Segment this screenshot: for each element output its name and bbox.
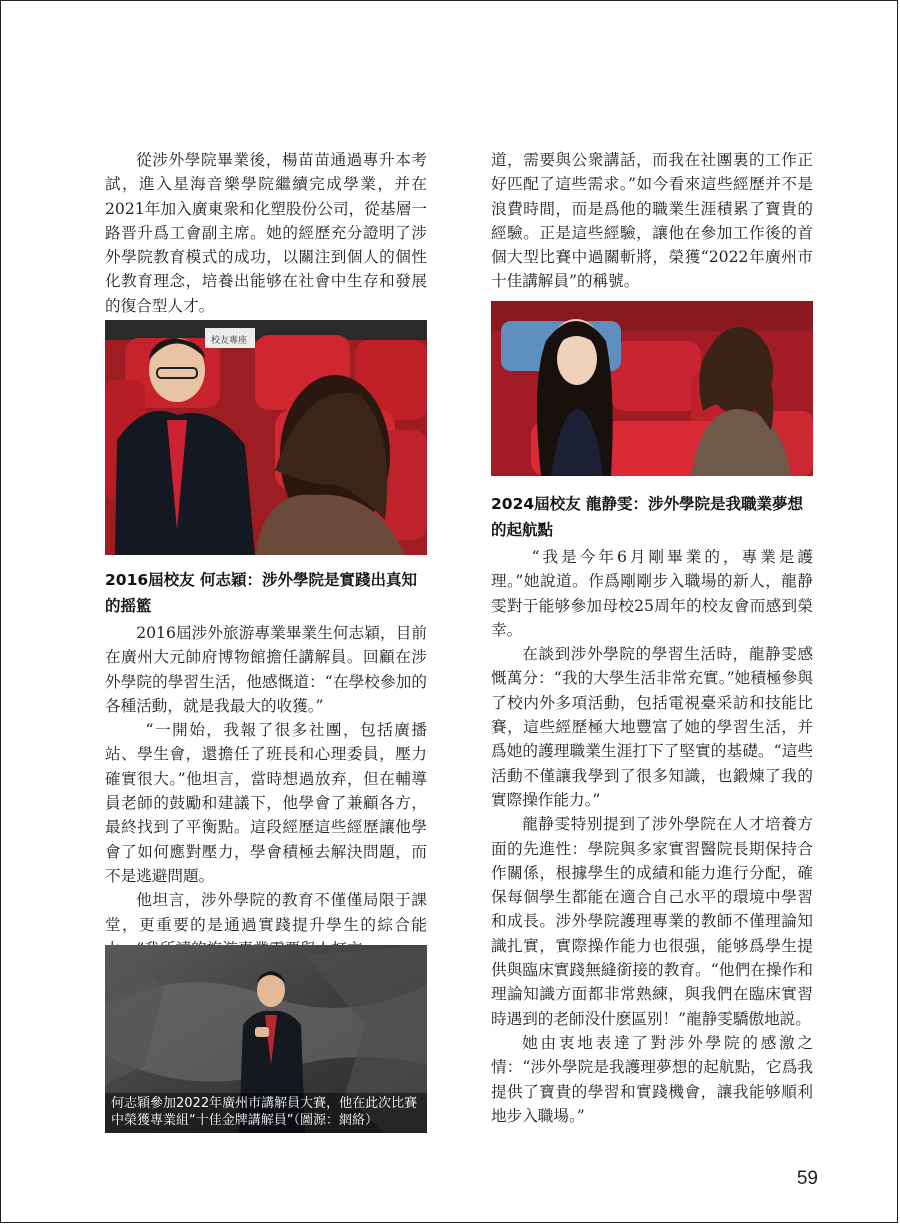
- paragraph: 她由衷地表達了對涉外學院的感激之情：“涉外學院是我護理夢想的起航點，它爲我提供了寶貴的學習和實踐機會，讓我能够順利地步入職場。”: [491, 1033, 813, 1125]
- paragraph: 從涉外學院畢業後，楊苗苗通過專升本考試，進入星海音樂學院繼續完成學業，并在2021年加入廣東衆和化塑股份公司，從基層一路晋升爲工會副主席。她的經歷充分證明了涉外學院教育模式的成功，以關注到個人的個性化教育理念，培養出能够在社會中生存和發展的復合型人才。: [105, 151, 427, 315]
- paragraph: 在談到涉外學院的學習生活時，龍静雯感慨萬分：“我的大學生活非常充實。”她積極參與了校内外多項活動，包括電視臺采訪和技能比賽，這些經歷極大地豐富了她的學習生活，并爲她的護理職業生涯打下了堅實的基礎。“這些活動不僅讓我學到了很多知識，也鍛煉了我的實際操作能力。”: [491, 645, 813, 809]
- photo-alumni-talk: [105, 320, 427, 555]
- photo-two-alumni: [491, 301, 813, 476]
- photo-image: [105, 320, 427, 555]
- paragraph: 2016屆涉外旅游專業畢業生何志穎，目前在廣州大元帥府博物館擔任講解員。回顧在涉外學院的學習生活，他感慨道：“在學校參加的各種活動，就是我最大的收獲。”: [105, 624, 427, 715]
- section-heading: 2024屆校友 龍静雯：涉外學院是我職業夢想的起航點: [491, 495, 804, 539]
- photo-caption: 何志穎參加2022年廣州市講解員大賽，他在此次比賽中榮獲專業組“十佳金牌講解員”（圖源：網絡）: [105, 1093, 427, 1133]
- paragraph: 道，需要與公衆講話，而我在社團裏的工作正好匹配了這些需求。”如今看來這些經歷并不是浪費時間，而是爲他的職業生涯積累了寶貴的經驗。正是這些經驗，讓他在參加工作後的首個大型比賽中過關斬將，榮獲“2022年廣州市十佳講解員”的稱號。: [491, 151, 813, 291]
- section-heading: 2016屆校友 何志穎：涉外學院是實踐出真知的摇籃: [105, 571, 418, 615]
- left-column-section: [105, 567, 427, 961]
- paragraph: “一開始，我報了很多社團，包括廣播站、學生會，還擔任了班長和心理委員，壓力確實很大。”他坦言，當時想過放弃，但在輔導員老師的鼓勵和建議下，他學會了兼顧各方，最終找到了平衡點。這段經歷這些經歷讓他學會了如何應對壓力，學會積極去解決問題，而不是逃避問題。: [105, 721, 427, 885]
- seat-sign: 校友專座: [211, 336, 248, 346]
- right-column: [491, 148, 813, 294]
- left-column: [105, 148, 427, 318]
- photo-speaker-award: [105, 945, 427, 1133]
- right-column-section: [491, 491, 813, 1128]
- photo-image: [491, 301, 813, 476]
- paragraph: 他坦言，涉外學院的教育不僅僅局限于課堂，更重要的是通過實踐提升學生的綜合能: [105, 891, 427, 934]
- paragraph: “我是今年6月剛畢業的，專業是護理。”她說道。作爲剛剛步入職場的新人，龍静雯對于能够參加母校25周年的校友會而感到榮幸。: [491, 548, 813, 639]
- page-number: 59: [796, 1168, 818, 1189]
- paragraph: 龍静雯特别提到了涉外學院在人才培養方面的先進性：學院與多家實習醫院長期保持合作關係，根據學生的成績和能力進行分配，確保每個學生都能在適合自己水平的環境中學習和成長。涉外學院護理專業的教師不僅理論知識扎實，實際操作能力也很强，能够爲學生提供與臨床實踐無縫銜接的教育。“他們在操作和理論知識方面都非常熟練，與我們在臨床實習時遇到的老師没什麽區别！”龍静雯驕傲地説。: [491, 815, 813, 1028]
